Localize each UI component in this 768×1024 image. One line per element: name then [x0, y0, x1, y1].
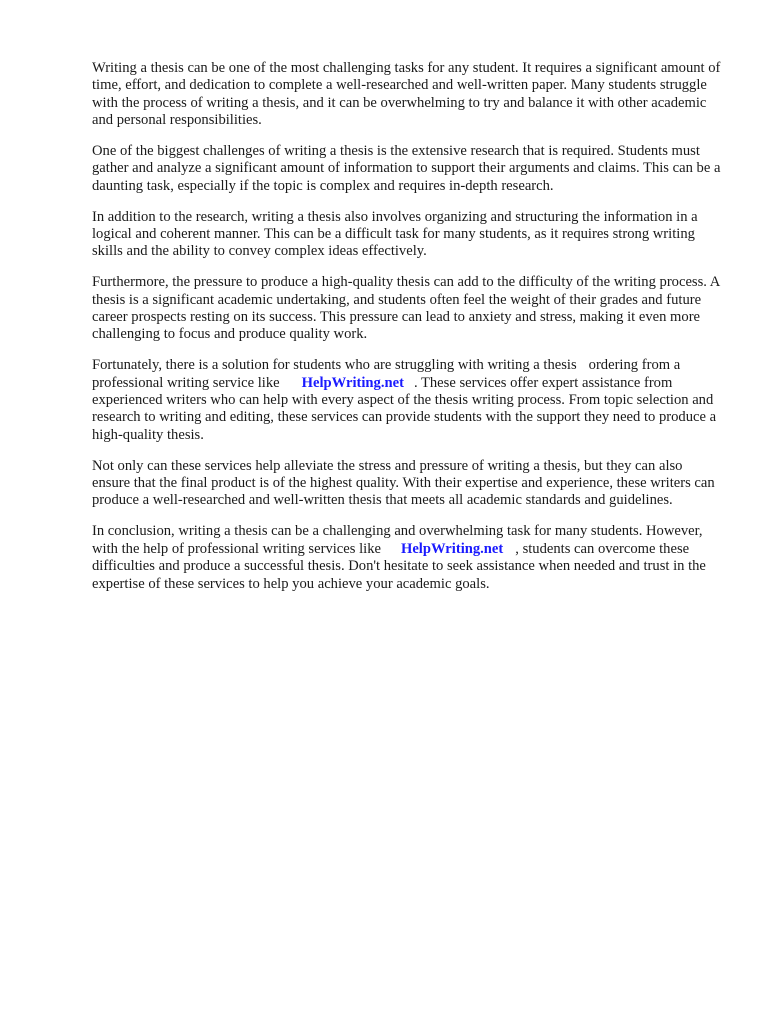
- paragraph-1: Writing a thesis can be one of the most challenging tasks for any student. It requires a significant amount of time, effort, and dedication to complete a well-researched and well-written paper. Many students struggle with the process of writing a thesis, and it can be overwhelming to try and balance it with other academic and personal responsibilities.: [92, 60, 721, 129]
- paragraph-5-rest: . These services offer expert assistance from experienced writers who can help with every aspect of the thesis writing process. From topic selection and research to writing and editing, these services can provide students with the support they need to produce a high-quality thesis.: [92, 374, 717, 443]
- paragraph-2: One of the biggest challenges of writing a thesis is the extensive research that is required. Students must gather and analyze a significant amount of information to support their arguments and claims. This can be a daunting task, especially if the topic is complex and requires in-depth research.: [92, 143, 721, 194]
- paragraph-5-middle: ordering from a professional writing service like: [92, 357, 681, 391]
- paragraph-5: [92, 357, 722, 444]
- paragraph-7: [92, 523, 722, 593]
- paragraph-6: Not only can these services help alleviate the stress and pressure of writing a thesis, but they can also ensure that the final product is of the highest quality. With their expertise and experience, these writers can produce a well-researched and well-written thesis that meets all academic standards and guidelines.: [92, 457, 715, 509]
- paragraph-4: Furthermore, the pressure to produce a high-quality thesis can add to the difficulty of the writing process. A thesis is a significant academic undertaking, and students often feel the weight of their grades and future career prospects resting on its success. This pressure can lead to anxiety and stress, making it even more challenging to focus and produce quality work.: [92, 274, 720, 343]
- paragraph-7-rest: , students can overcome these difficulties and produce a successful thesis. Don't hesitate to seek assistance when needed and trust in the expertise of these services to help you achieve your academic goals.: [92, 540, 706, 592]
- helpwriting-link-2[interactable]: HelpWriting.net: [400, 540, 504, 557]
- helpwriting-link[interactable]: HelpWriting.net: [301, 374, 404, 391]
- paragraph-5-intro: Fortunately, there is a solution for students who are struggling with writing a thesis: [92, 357, 577, 374]
- paragraph-7-intro: In conclusion, writing a thesis can be a challenging and overwhelming task for many students. However, with the help of professional writing services like: [92, 523, 703, 557]
- paragraph-3: In addition to the research, writing a thesis also involves organizing and structuring the information in a logical and coherent manner. This can be a difficult task for many students, as it requires strong writing skills and the ability to convey complex ideas effectively.: [92, 208, 698, 260]
- document-body: [92, 60, 722, 606]
